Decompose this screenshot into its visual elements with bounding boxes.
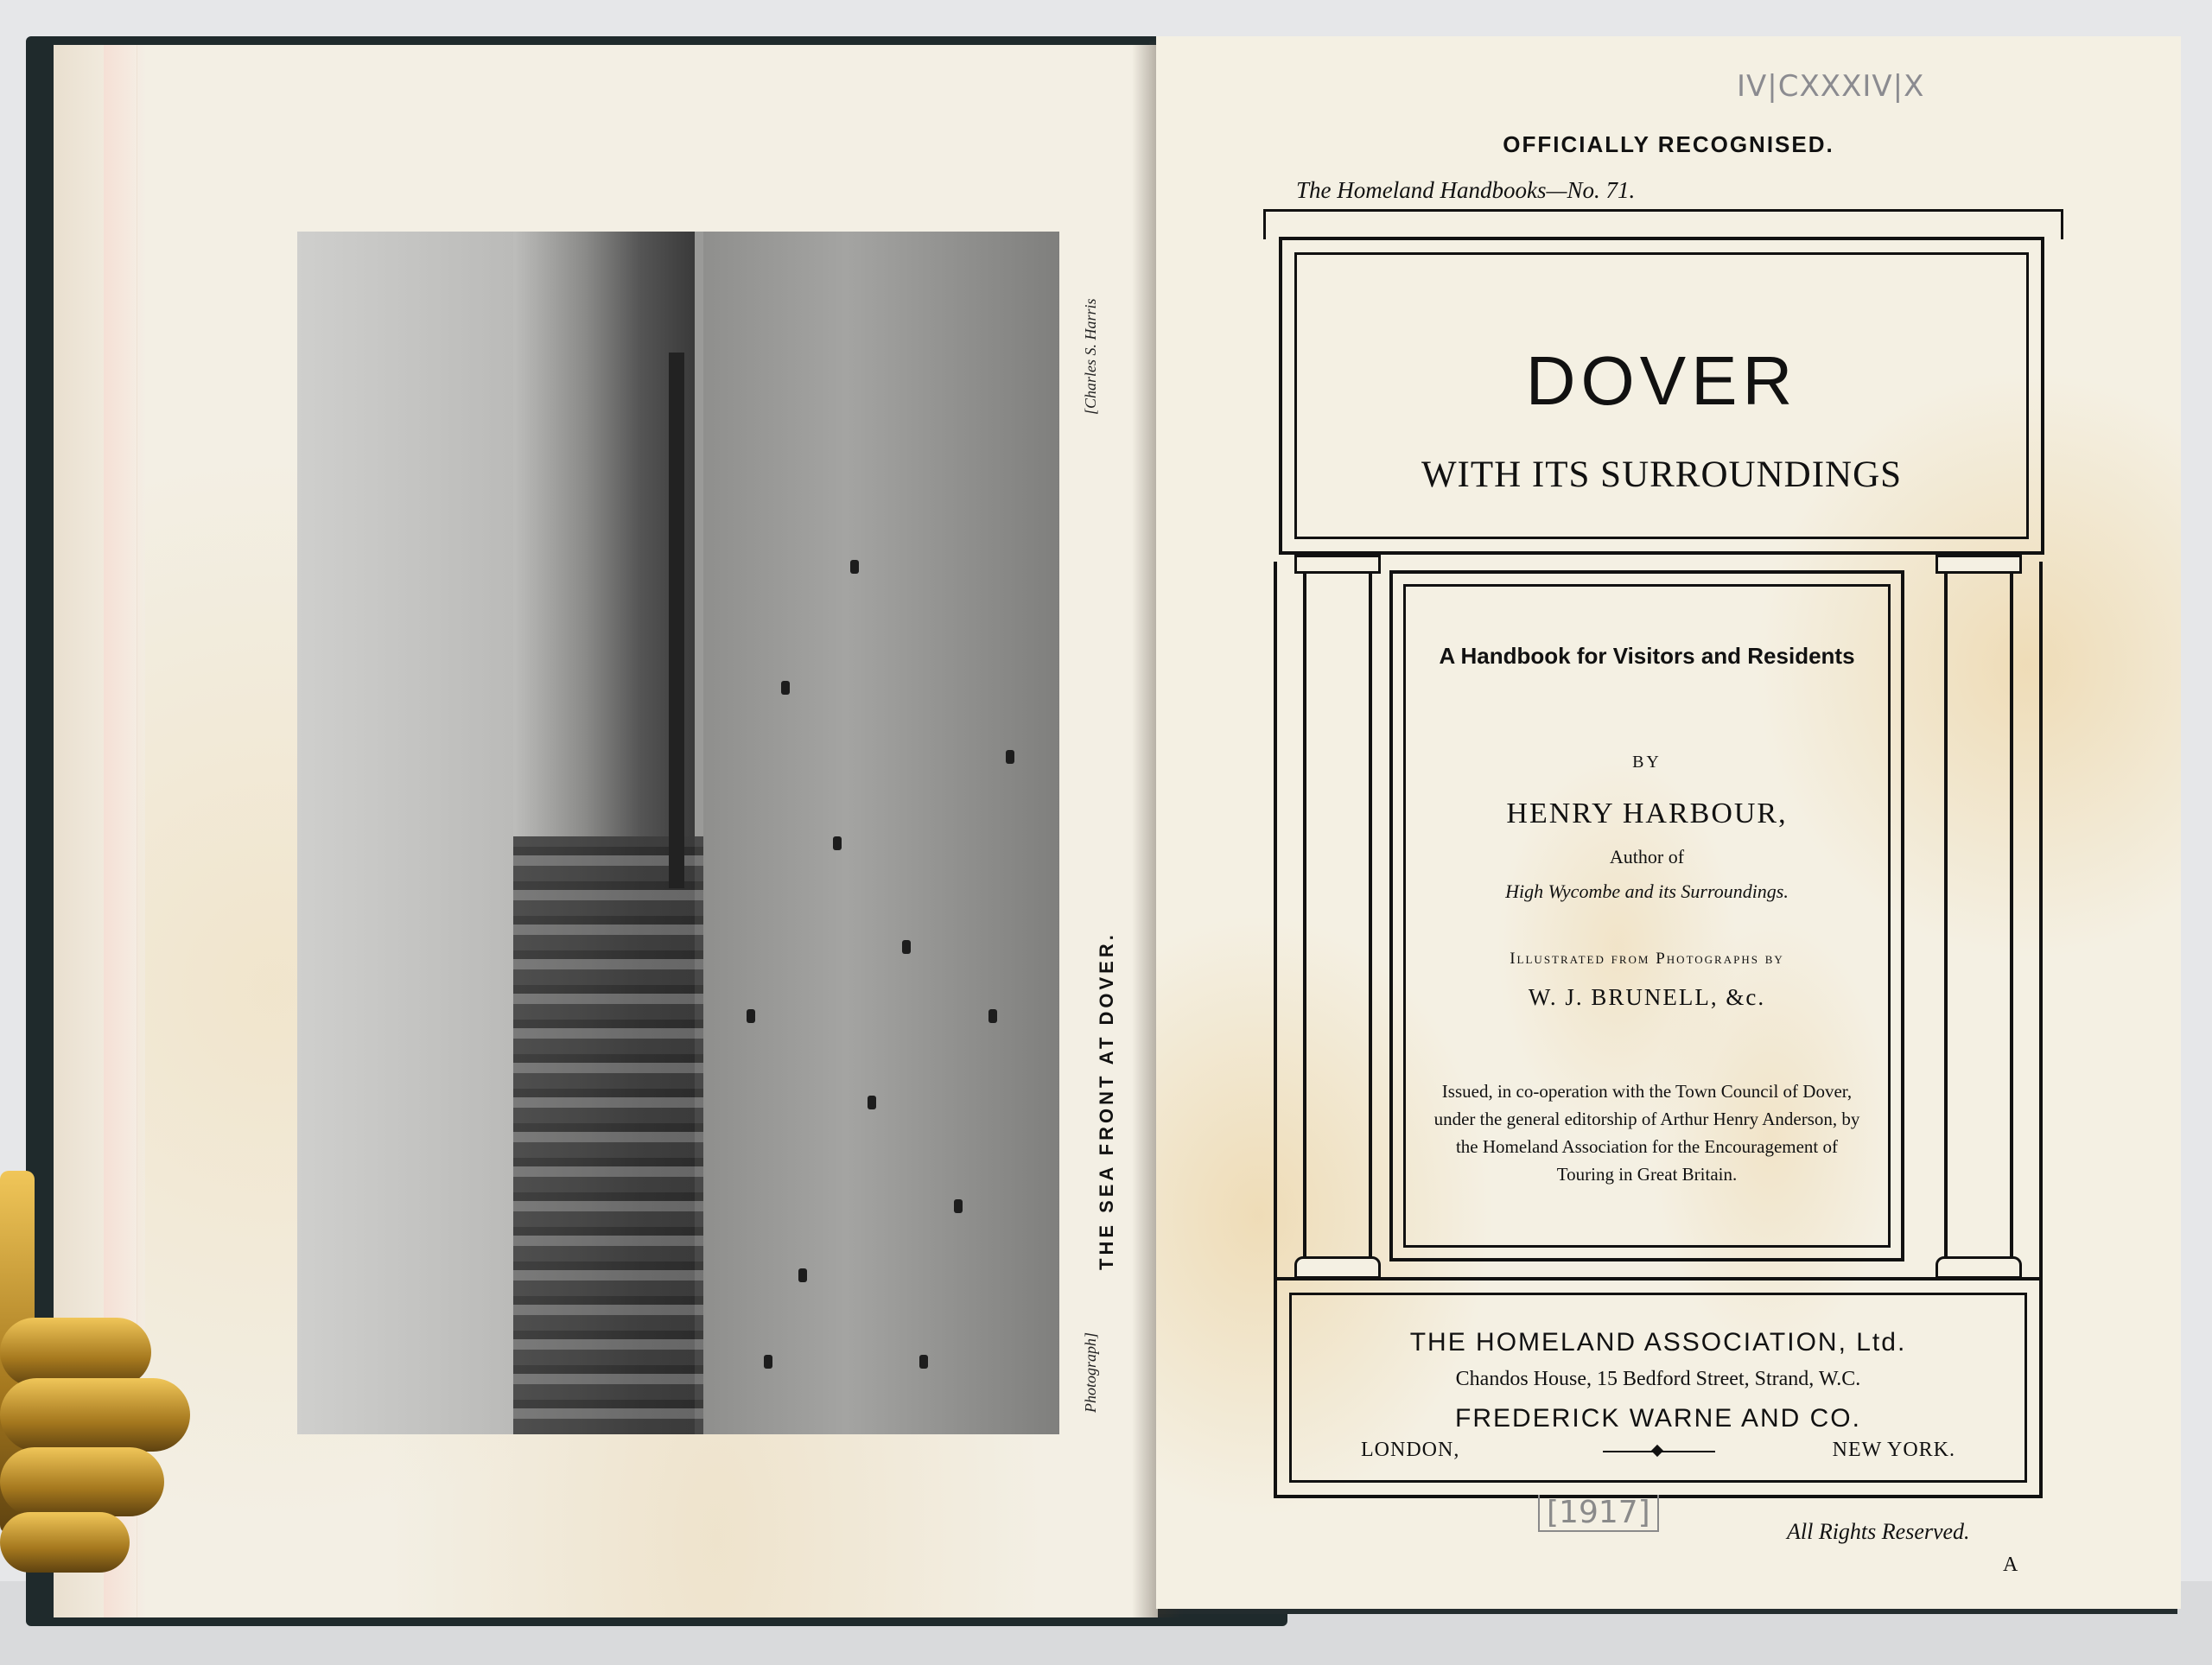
title-frame [1279,237,2044,555]
photo-town [513,836,712,1434]
previous-book-title: High Wycombe and its Surroundings. [1505,880,1789,902]
series-line: The Homeland Handbooks—No. 71. [1296,177,1636,203]
issued-statement: Issued, in co-operation with the Town Council of Dover, under the general editorship of Arthur Henry Anderson, by the Homeland Association for the Encouragement of Touring in Great Britain. [1433,1081,1860,1185]
ornament-diamond [1651,1445,1663,1457]
beach-figure [781,681,790,695]
column-base [1936,1256,2022,1279]
beach-figure [747,1009,755,1023]
illustrated-label: Illustrated from Photographs by [1510,950,1784,968]
beach-figure [954,1199,963,1213]
beach-figure [1006,750,1014,764]
sea-front-photograph [297,232,1059,1434]
publisher-address: Chandos House, 15 Bedford Street, Strand, W.C. [1455,1368,1861,1390]
bookstand-finger [0,1512,130,1573]
beach-figure [764,1355,772,1369]
publisher-frame [1274,1277,2043,1498]
rights-reserved: All Rights Reserved. [1787,1519,1970,1544]
column-base [1294,1256,1381,1279]
info-panel-inner [1403,584,1891,1248]
beach-figure [919,1355,928,1369]
signature-mark: A [2003,1554,2018,1576]
beach-figure [833,836,842,850]
beach-figure [988,1009,997,1023]
book-title: DOVER [1525,342,1798,419]
photographer-name: W. J. BRUNELL, &c. [1528,984,1766,1010]
left-column [1303,562,1372,1270]
by-label: BY [1632,753,1662,772]
frame-side-left [1274,562,1277,1283]
beach-figure [798,1268,807,1282]
bookstand-finger [0,1378,190,1452]
bookstand-finger [0,1447,164,1516]
column-capital [1936,555,2022,574]
handbook-description: A Handbook for Visitors and Residents [1439,643,1855,669]
photo-pier [669,353,684,888]
beach-figure [868,1096,876,1109]
author-name: HENRY HARBOUR, [1506,798,1788,829]
publisher-frame-inner [1289,1293,2027,1483]
author-of-label: Author of [1609,846,1685,867]
officially-recognised: OFFICIALLY RECOGNISED. [1503,131,1834,157]
frame-side-right [2039,562,2043,1283]
book-subtitle: WITH ITS SURROUNDINGS [1421,454,1903,495]
photo-beach [703,232,1059,1434]
title-frame-inner [1294,252,2029,539]
pencil-year-note: [1917] [1538,1495,1659,1532]
beach-figure [902,940,911,954]
beach-figure [850,560,859,574]
city-new-york: NEW YORK. [1832,1439,1955,1461]
column-capital [1294,555,1381,574]
info-panel [1389,570,1904,1261]
right-column [1944,562,2013,1270]
plate-caption: THE SEA FRONT AT DOVER. [1096,931,1117,1270]
publisher-warne: FREDERICK WARNE AND CO. [1455,1404,1861,1433]
pencil-shelfmark: IV|CXXXIV|X [1737,69,1925,104]
city-london: LONDON, [1361,1439,1460,1461]
bookstand-finger [0,1318,151,1387]
brass-bookstand [0,1171,199,1603]
publisher-homeland: THE HOMELAND ASSOCIATION, Ltd. [1409,1328,1907,1357]
photo-credit-top: [Charles S. Harris [1082,298,1099,415]
frame-cornice [1263,209,2063,239]
photo-credit-bottom: Photograph] [1082,1331,1099,1413]
